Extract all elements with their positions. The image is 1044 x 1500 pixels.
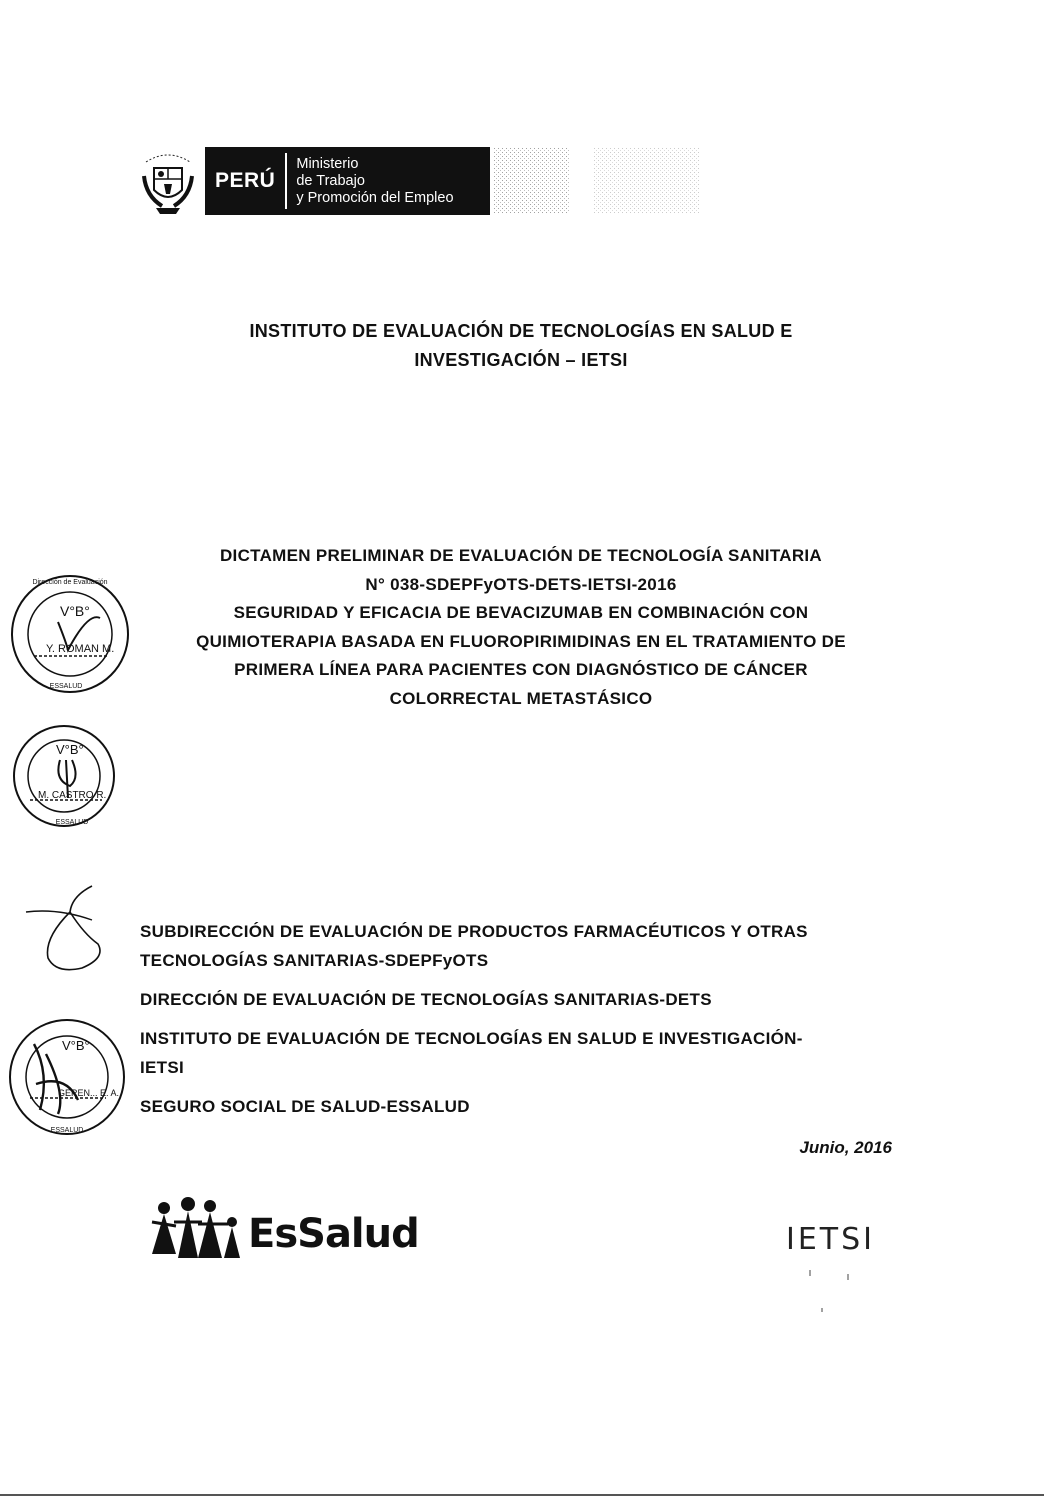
document-date: Junio, 2016: [799, 1138, 892, 1157]
subdirection-line-1: SUBDIRECCIÓN DE EVALUACIÓN DE PRODUCTOS FARMACÉUTICOS Y OTRAS: [140, 922, 808, 941]
scan-marks: [806, 1268, 866, 1318]
essalud-wordmark: EsSalud: [248, 1211, 419, 1257]
dictamen-line-1: DICTAMEN PRELIMINAR DE EVALUACIÓN DE TECNOLOGÍA SANITARIA: [219, 546, 823, 565]
approval-stamp-roman: [8, 572, 132, 696]
family-figures-icon: [148, 1196, 248, 1262]
ietsi-wordmark: IETSI: [786, 1222, 876, 1257]
approval-stamp-castro: [10, 720, 118, 832]
dictamen-line-3: SEGURIDAD Y EFICACIA DE BEVACIZUMAB EN COMBINACIÓN CON: [233, 603, 809, 622]
country-label: PERÚ: [215, 169, 276, 192]
ministry-line-2: de Trabajo: [296, 172, 365, 189]
institute-title-line-1: INSTITUTO DE EVALUACIÓN DE TECNOLOGÍAS EN SALUD E: [249, 321, 793, 341]
institute-ietsi-line-1: INSTITUTO DE EVALUACIÓN DE TECNOLOGÍAS EN SALUD E INVESTIGACIÓN-: [140, 1029, 803, 1048]
subdirection-line-2: TECNOLOGÍAS SANITARIAS-SDEPFyOTS: [140, 950, 489, 970]
subdirection-sdepfyots: [140, 918, 900, 975]
ministry-name: [287, 156, 453, 207]
dictamen-title: [140, 542, 902, 713]
stamp-name-gerencia: GEREN... E. A.: [58, 1088, 120, 1098]
stamp-name-castro: M. CASTRO R.: [38, 790, 107, 801]
institute-ietsi-line-2: IETSI: [140, 1057, 185, 1077]
stamp-name-roman: Y. ROMAN M.: [46, 643, 115, 655]
stamp-vb-3: V°B°: [62, 1038, 90, 1053]
handwritten-signature: [22, 882, 112, 974]
svg-text:Dirección de Evaluación: Dirección de Evaluación: [32, 579, 108, 586]
dictamen-line-2: N° 038-SDEPFyOTS-DETS-IETSI-2016: [365, 574, 677, 594]
institute-title: [140, 317, 902, 375]
stamp-org: ESSALUD: [49, 683, 83, 690]
direction-dets: DIRECCIÓN DE EVALUACIÓN DE TECNOLOGÍAS SANITARIAS-DETS: [140, 990, 712, 1009]
seguro-social-essalud: SEGURO SOCIAL DE SALUD-ESSALUD: [140, 1097, 470, 1116]
dictamen-line-4: QUIMIOTERAPIA BASADA EN FLUOROPIRIMIDINAS EN EL TRATAMIENTO DE: [196, 631, 846, 651]
approval-stamp-gerencia: [6, 1014, 128, 1140]
scan-noise-pattern: [494, 148, 699, 214]
ministry-line-1: Ministerio: [296, 155, 359, 172]
stamp-vb: V°B°: [60, 603, 90, 619]
institute-ietsi: [140, 1025, 900, 1082]
page-bottom-border: [0, 1494, 1044, 1496]
institute-title-line-2: INVESTIGACIÓN – IETSI: [414, 350, 628, 370]
essalud-logo: [148, 1190, 438, 1262]
dictamen-line-6: COLORRECTAL METASTÁSICO: [389, 688, 653, 708]
ministry-logo: [205, 147, 490, 215]
ministry-line-3: y Promoción del Empleo: [296, 189, 454, 206]
stamp-vb-2: V°B°: [56, 742, 84, 757]
stamp-org-2: ESSALUD: [55, 819, 89, 826]
stamp-org-3: ESSALUD: [50, 1127, 84, 1134]
peru-crest-icon: [140, 150, 196, 216]
dictamen-line-5: PRIMERA LÍNEA PARA PACIENTES CON DIAGNÓSTICO DE CÁNCER: [234, 660, 808, 679]
